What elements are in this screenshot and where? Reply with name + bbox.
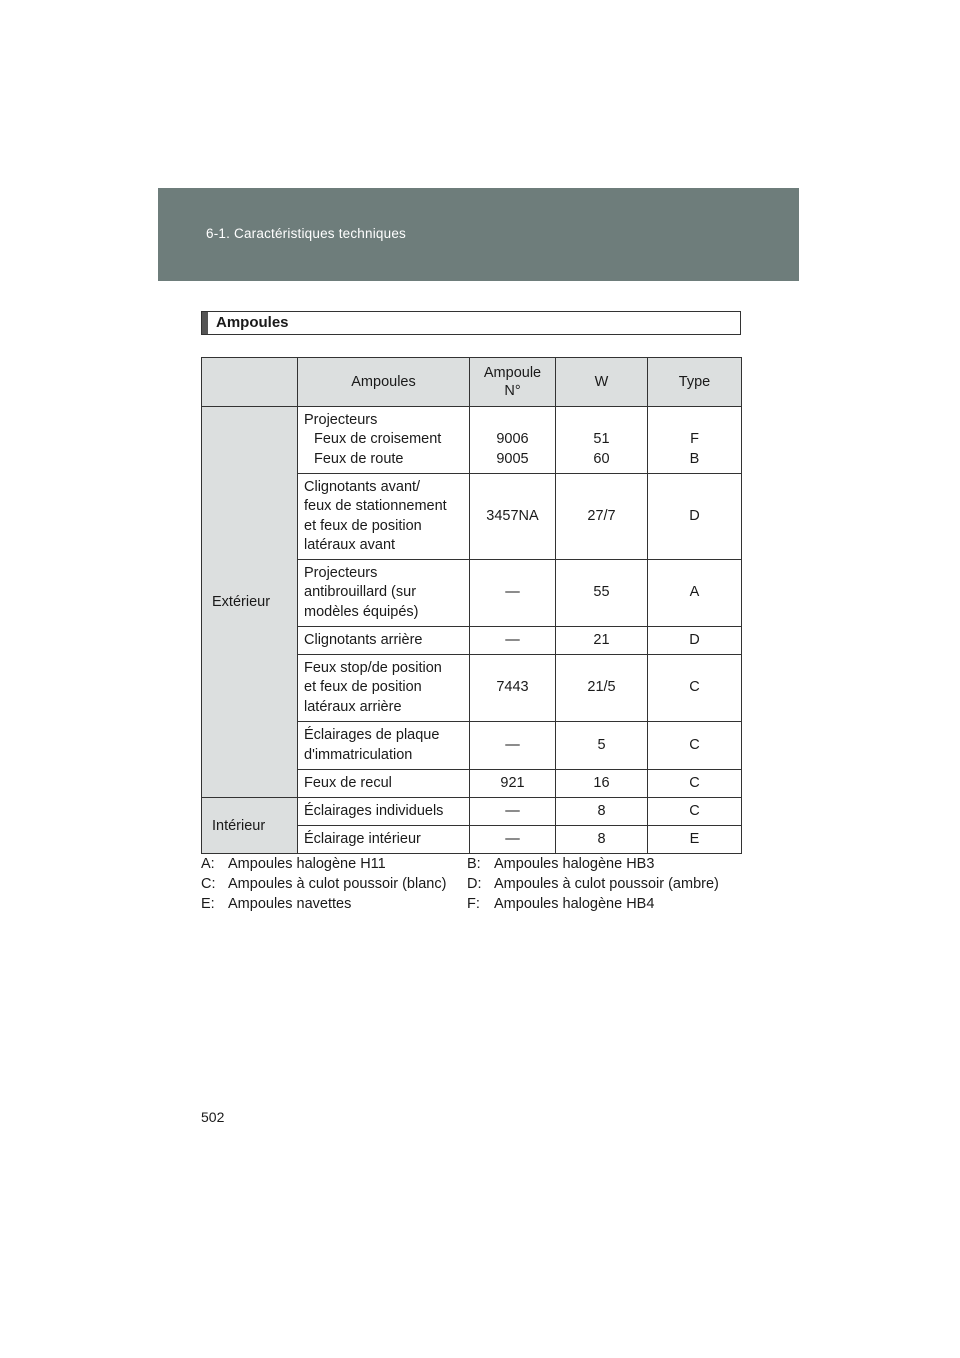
name-line: modèles équipés) [304, 603, 419, 620]
bulb-watts: 5 [556, 722, 648, 770]
value-line: 60 [593, 450, 610, 467]
name-line: latéraux arrière [304, 698, 402, 715]
bulb-watts: 27/7 [556, 474, 648, 560]
name-line: Feux de croisement [314, 431, 442, 448]
footnote [467, 895, 654, 915]
header-type: Type [648, 358, 742, 407]
bulb-watts: 21/5 [556, 655, 648, 722]
footnote-key: A: [201, 856, 215, 872]
page-number: 502 [201, 1109, 225, 1125]
value-line: F [690, 431, 699, 448]
footnote-key: E: [201, 896, 215, 912]
name-line: latéraux avant [304, 537, 396, 553]
name-line: Feux de route [314, 450, 404, 467]
bulb-type: D [648, 474, 742, 560]
value-line: 51 [593, 431, 610, 448]
bulb-watts: 16 [556, 770, 648, 798]
footnote-key: D: [467, 876, 482, 892]
name-line: Feux stop/de position [304, 659, 442, 676]
bulb-number [470, 407, 556, 474]
bulb-number: 3457NA [470, 474, 556, 560]
bulb-number: — [470, 627, 556, 655]
footnote [467, 855, 654, 875]
bulb-watts: 21 [556, 627, 648, 655]
name-line: d'immatriculation [304, 746, 413, 763]
bulb-name [298, 474, 470, 560]
footnote [467, 875, 719, 895]
bulb-number: — [470, 722, 556, 770]
bulb-number: — [470, 798, 556, 826]
footnote [201, 875, 446, 895]
footnote-text: Ampoules halogène HB4 [494, 896, 655, 912]
bulb-type [648, 407, 742, 474]
bulbs-table [201, 357, 742, 854]
section-breadcrumb: 6-1. Caractéristiques techniques [206, 226, 407, 241]
name-line: et feux de position [304, 679, 422, 696]
bulb-watts [556, 407, 648, 474]
name-line: Clignotants avant/ [304, 478, 421, 495]
title-marker [202, 312, 208, 334]
footnote-text: Ampoules à culot poussoir (ambre) [494, 876, 719, 892]
header-bulb-no-line1: Ampoule [483, 365, 542, 381]
name-line: Éclairages de plaque [304, 727, 440, 743]
bulb-name [298, 722, 470, 770]
footnote-text: Ampoules à culot poussoir (blanc) [228, 876, 447, 892]
bulb-type: C [648, 770, 742, 798]
bulb-type: C [648, 655, 742, 722]
name-line: et feux de position [304, 517, 422, 534]
bulb-name [298, 407, 470, 474]
footnote-text: Ampoules halogène HB3 [494, 856, 655, 872]
bulb-type: C [648, 722, 742, 770]
bulb-watts: 55 [556, 560, 648, 627]
section-title: Ampoules [216, 314, 289, 331]
header-w: W [556, 358, 648, 407]
table-header-row [202, 358, 742, 407]
value-line: 9005 [496, 450, 529, 467]
name-line: feux de stationnement [304, 498, 447, 514]
name-line: Projecteurs [304, 411, 378, 428]
value-line: B [689, 450, 700, 467]
bulb-watts: 8 [556, 826, 648, 854]
header-bulb-no [470, 358, 556, 407]
bulb-number: 7443 [470, 655, 556, 722]
footnote [201, 895, 351, 915]
bulb-type: D [648, 627, 742, 655]
bulb-type: E [648, 826, 742, 854]
value-line: 9006 [496, 431, 529, 448]
bulb-number: — [470, 826, 556, 854]
bulb-name: Éclairages individuels [298, 798, 470, 826]
bulb-name: Clignotants arrière [298, 627, 470, 655]
bulb-watts: 8 [556, 798, 648, 826]
bulb-name: Éclairage intérieur [298, 826, 470, 854]
category-interior: Intérieur [202, 798, 298, 854]
name-line: Projecteurs [304, 564, 378, 581]
footnote-key: C: [201, 876, 216, 892]
name-line: antibrouillard (sur [304, 584, 417, 601]
bulb-name [298, 560, 470, 627]
bulb-number: 921 [470, 770, 556, 798]
header-band [158, 188, 799, 281]
footnote-key: F: [467, 896, 480, 912]
bulb-name: Feux de recul [298, 770, 470, 798]
header-bulbs: Ampoules [298, 358, 470, 407]
bulb-type: A [648, 560, 742, 627]
section-title-box [201, 311, 741, 335]
table-row [202, 798, 742, 826]
footnote-text: Ampoules navettes [228, 896, 352, 912]
footnote-key: B: [467, 856, 481, 872]
bulb-type: C [648, 798, 742, 826]
footnote [201, 855, 386, 875]
table-row [202, 407, 742, 474]
bulb-number: — [470, 560, 556, 627]
footnote-text: Ampoules halogène H11 [228, 856, 386, 872]
category-exterior: Extérieur [202, 407, 298, 798]
bulb-name [298, 655, 470, 722]
header-bulb-no-line2: N° [504, 383, 521, 399]
header-empty [202, 358, 298, 407]
